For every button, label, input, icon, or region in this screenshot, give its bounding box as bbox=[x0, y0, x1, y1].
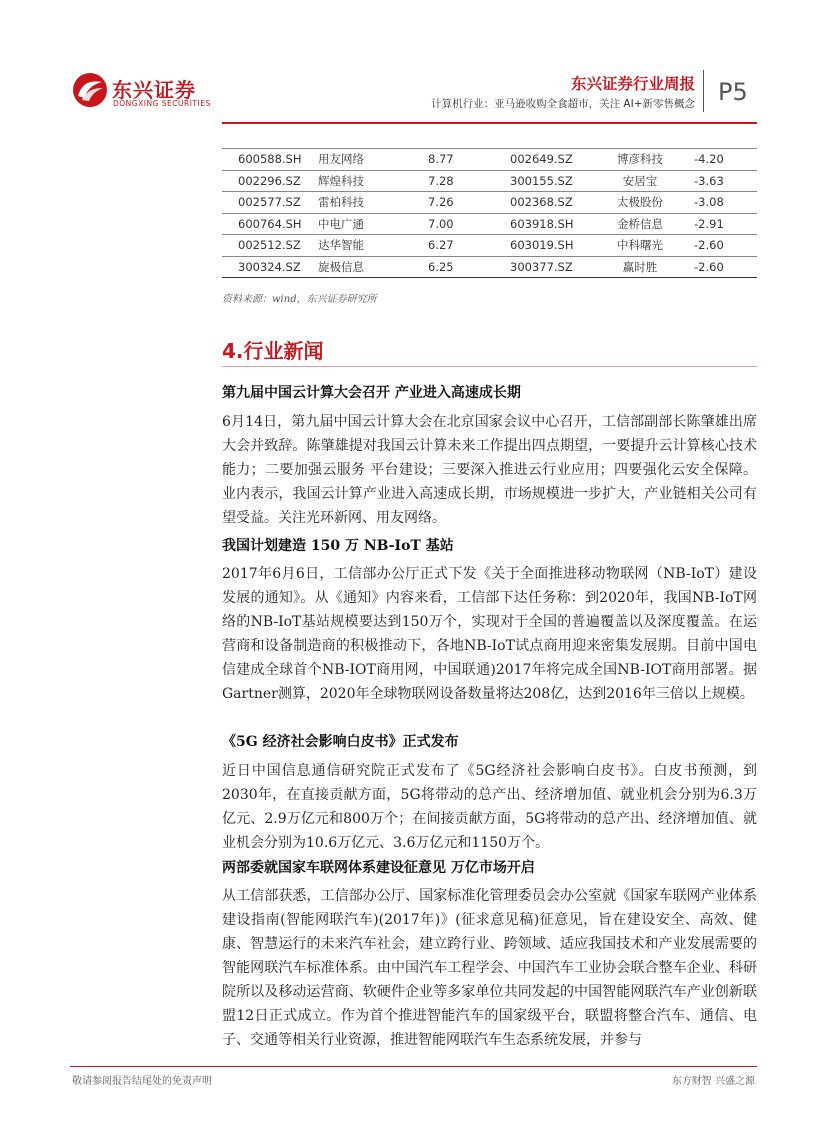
table-cell-change-pct: 7.28 bbox=[428, 170, 510, 192]
article-title-nbiot: 我国计划建造 150 万 NB-IoT 基站 bbox=[222, 538, 454, 554]
table-cell-stock-code: 300377.SZ bbox=[510, 256, 596, 278]
table-cell-stock-code: 600588.SH bbox=[222, 149, 302, 171]
article-body-nbiot: 2017年6月6日，工信部办公厅正式下发《关于全面推进移动物联网（NB-IoT）建设发展的通知》。从《通知》内容来看，工信部下达任务称：到2020年，我国NB-IoT网络的NB-IoT基站规模要达到150万个，实现对于全国的普遍覆盖以及深度覆盖。在运营商和设备制造商的积极推动下，各地NB-IoT试点商用迎来密集发展期。目前中国电信建成全球首个NB-IOT商用网，中国联通)2017年将完成全国NB-IOT商用部署。据Gartner测算，2020年全球物联网设备数量将达208亿，达到2016年三倍以上规模。 bbox=[222, 566, 757, 702]
table-cell-change-pct: 7.26 bbox=[428, 192, 510, 214]
table-cell-change-pct: 6.27 bbox=[428, 235, 510, 257]
table-cell-change-pct: 7.00 bbox=[428, 213, 510, 235]
table-cell-change-pct: 8.77 bbox=[428, 149, 510, 171]
article-title-5g-whitepaper: 《5G 经济社会影响白皮书》正式发布 bbox=[222, 734, 459, 750]
table-cell-stock-code: 002368.SZ bbox=[510, 192, 596, 214]
table-cell-stock-code: 603019.SH bbox=[510, 235, 596, 257]
footer-rule bbox=[70, 1066, 757, 1067]
table-cell-change-pct: -4.20 bbox=[684, 149, 757, 171]
table-cell-stock-name: 博彦科技 bbox=[596, 149, 684, 171]
section-title: 4.行业新闻 bbox=[222, 339, 324, 363]
table-row bbox=[222, 192, 757, 214]
brand-name-cn: 东兴证券 bbox=[112, 78, 196, 102]
article-title-iov: 两部委就国家车联网体系建设征意见 万亿市场开启 bbox=[222, 860, 535, 876]
table-cell-change-pct: -2.60 bbox=[684, 235, 757, 257]
table-cell-stock-name: 旋极信息 bbox=[302, 256, 428, 278]
table-cell-stock-name: 金桥信息 bbox=[596, 213, 684, 235]
table-cell-stock-code: 603918.SH bbox=[510, 213, 596, 235]
dongxing-logo-icon bbox=[72, 72, 108, 108]
page-number: P5 bbox=[718, 78, 748, 106]
table-cell-stock-name: 中电广通 bbox=[302, 213, 428, 235]
table-cell-change-pct: -3.63 bbox=[684, 170, 757, 192]
report-subtitle: 计算机行业：亚马逊收购全食超市，关注 AI+新零售概念 bbox=[431, 98, 695, 110]
table-cell-change-pct: -3.08 bbox=[684, 192, 757, 214]
table-row bbox=[222, 213, 757, 235]
header-rule bbox=[222, 122, 757, 124]
table-cell-stock-name: 太极股份 bbox=[596, 192, 684, 214]
table-cell-stock-code: 300155.SZ bbox=[510, 170, 596, 192]
table-cell-stock-code: 300324.SZ bbox=[222, 256, 302, 278]
table-cell-stock-code: 002649.SZ bbox=[510, 149, 596, 171]
brand-name-en: DONGXING SECURITIES bbox=[113, 99, 211, 108]
table-cell-stock-name: 雷柏科技 bbox=[302, 192, 428, 214]
table-cell-change-pct: -2.60 bbox=[684, 256, 757, 278]
table-cell-change-pct: -2.91 bbox=[684, 213, 757, 235]
table-source: 资料来源：wind，东兴证券研究所 bbox=[222, 294, 377, 305]
table-row bbox=[222, 170, 757, 192]
table-cell-stock-name: 中科曙光 bbox=[596, 235, 684, 257]
footer-slogan: 东方财智 兴盛之源 bbox=[671, 1076, 755, 1087]
article-body-5g-whitepaper: 近日中国信息通信研究院正式发布了《5G经济社会影响白皮书》。白皮书预测，到2030年，在直接贡献方面，5G将带动的总产出、经济增加值、就业机会分别为6.3万亿元、2.9万亿元和800万个；在间接贡献方面，5G将带动的总产出、经济增加值、就业机会分别为10.6万亿元、3.6万亿元和1150万个。 bbox=[222, 763, 757, 851]
table-cell-stock-name: 达华智能 bbox=[302, 235, 428, 257]
table-cell-stock-code: 002512.SZ bbox=[222, 235, 302, 257]
section-rule bbox=[222, 366, 757, 367]
table-cell-stock-name: 安居宝 bbox=[596, 170, 684, 192]
article-body-cloud-conference: 6月14日，第九届中国云计算大会在北京国家会议中心召开，工信部副部长陈肇雄出席大会并致辞。陈肇雄提对我国云计算未来工作提出四点期望，一要提升云计算核心技术能力；二要加强云服务 平台建设；三要深入推进云行业应用；四要强化云安全保障。业内表示，我国云计算产业进入高速成长期，市场规模进一步扩大，产业链相关公司有望受益。关注光环新网、用友网络。 bbox=[222, 414, 757, 526]
table-cell-stock-code: 600764.SH bbox=[222, 213, 302, 235]
table-row bbox=[222, 235, 757, 257]
report-title: 东兴证券行业周报 bbox=[570, 75, 695, 93]
article-body-iov: 从工信部获悉，工信部办公厅、国家标准化管理委员会办公室就《国家车联网产业体系建设指南(智能网联汽车)(2017年)》(征求意见稿)征意见，旨在建设安全、高效、健康、智慧运行的未来汽车社会，建立跨行业、跨领域、适应我国技术和产业发展需要的智能网联汽车标准体系。由中国汽车工程学会、中国汽车工业协会联合整车企业、科研院所以及移动运营商、软硬件企业等多家单位共同发起的中国智能网联汽车产业创新联盟12日正式成立。作为首个推进智能汽车的国家级平台，联盟将整合汽车、通信、电子、交通等相关行业资源，推进智能网联汽车生态系统发展，并参与 bbox=[222, 888, 757, 1048]
table-cell-stock-name: 辉煌科技 bbox=[302, 170, 428, 192]
table-cell-stock-name: 用友网络 bbox=[302, 149, 428, 171]
stock-change-table bbox=[222, 148, 757, 278]
table-cell-change-pct: 6.25 bbox=[428, 256, 510, 278]
table-cell-stock-code: 002296.SZ bbox=[222, 170, 302, 192]
article-title-cloud-conference: 第九届中国云计算大会召开 产业进入高速成长期 bbox=[222, 385, 521, 401]
table-cell-stock-name: 赢时胜 bbox=[596, 256, 684, 278]
table-row bbox=[222, 256, 757, 278]
table-row bbox=[222, 149, 757, 171]
table-cell-stock-code: 002577.SZ bbox=[222, 192, 302, 214]
footer-disclaimer: 敬请参阅报告结尾处的免责声明 bbox=[72, 1076, 212, 1087]
header-divider bbox=[703, 70, 704, 112]
